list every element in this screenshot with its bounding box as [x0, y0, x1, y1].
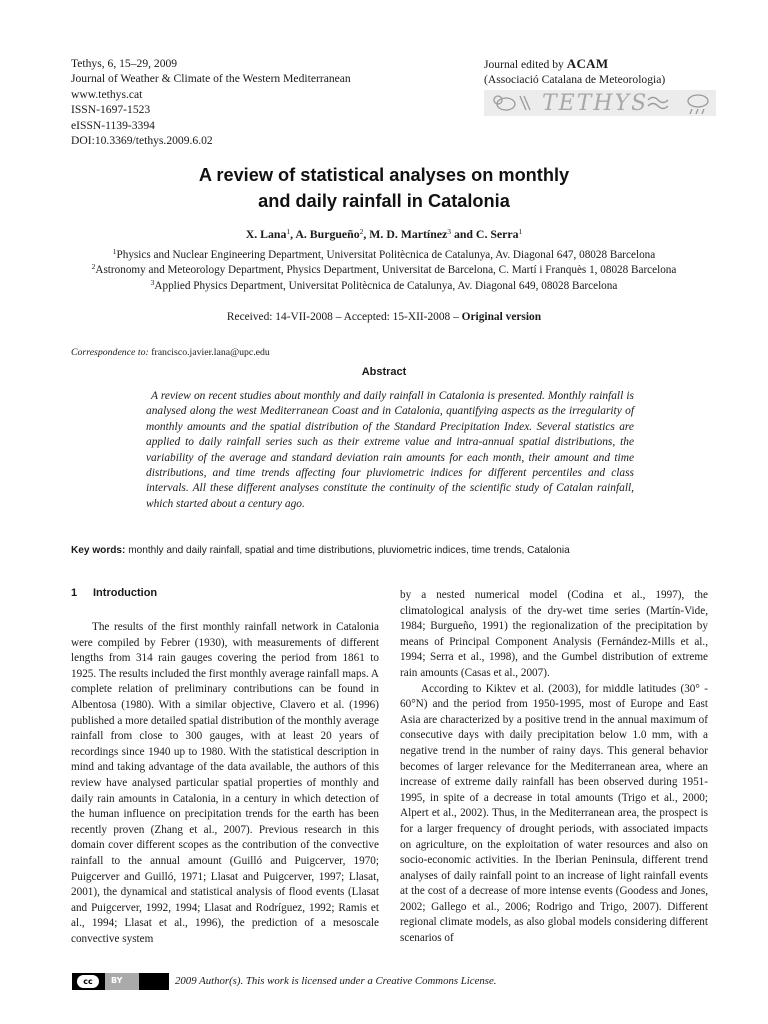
version-label: Original version — [461, 311, 542, 323]
citation-line: Tethys, 6, 15–29, 2009 — [71, 57, 178, 70]
license-footer — [72, 972, 497, 990]
right-column — [400, 588, 708, 947]
received-dates: Received: 14-VII-2008 – Accepted: 15-XII-2008 – Original version — [226, 311, 542, 323]
correspondence-email[interactable]: francisco.javier.lana@upc.edu — [151, 347, 270, 358]
journal-citation — [71, 56, 351, 148]
author-list — [60, 227, 708, 242]
tethys-logo — [484, 90, 716, 116]
issn: ISSN-1697-1523 — [71, 103, 151, 117]
affiliation: $^3$Applied Physics Department, Universitat Politècnica de Catalunya, Av. Diagonal 649, 08028 Barcelona — [150, 277, 618, 292]
section-title: Introduction — [93, 587, 158, 599]
cc-icon: cc — [77, 975, 99, 988]
title-line: A review of statistical analyses on monthly — [198, 165, 570, 185]
section-heading — [71, 587, 157, 599]
acam-name: ACAM — [566, 56, 609, 71]
paper-title — [80, 162, 688, 214]
creative-commons-badge[interactable] — [72, 973, 169, 990]
keywords — [71, 545, 570, 556]
journal-name: Journal of Weather & Climate of the Western Mediterranean — [71, 72, 351, 86]
edited-by-label: Journal edited by — [484, 58, 564, 71]
eissn: eISSN-1139-3394 — [71, 118, 155, 132]
by-icon: BY — [111, 975, 123, 985]
author: M. D. Martínez$^3$ and — [369, 227, 476, 241]
keywords-text: monthly and daily rainfall, spatial and time distributions, pluviometric indices, time trends, Catalonia — [128, 545, 570, 556]
paragraph: by a nested numerical model (Codina et al., 1997), the climatological analysis of the dry-wet time series (Martín-Vide, 1984; Burgueño, 1991) the regionalization of the precipitation by means of Principal Component Analysis (Fernández-Mills et al., 1994; Serra et al., 1998), and the Gumbel distribution of extreme rain amounts (Casas et al., 2007). — [400, 589, 708, 679]
author: X. Lana$^1$, — [245, 227, 296, 241]
abstract-heading: Abstract — [361, 366, 407, 378]
author: C. Serra$^1$ — [475, 227, 523, 241]
keywords-label: Key words: — [71, 545, 126, 556]
correspondence-label: Correspondence to: — [71, 347, 149, 358]
journal-editor — [484, 56, 665, 88]
title-line: and daily rainfall in Catalonia — [258, 191, 510, 211]
acam-fullname: (Associació Catalana de Meteorologia) — [484, 73, 666, 87]
paragraph: According to Kiktev et al. (2003), for middle latitudes (30° - 60°N) and the period from 1950-1995, most of Europe and East Asia are characterized by a positive trend in the annual maximum of consecutive days with daily precipitation below 1.0 mm, with a negative trend in the number of rainy days. This general behavior becomes of larger relevance for the Mediterranean area, where an increase of extreme daily rainfall has been observed during 1951-1995, in spite of a decrease in total amounts (Trigo et al., 2000; Alpert et al., 2002). Thus, in the Mediterranean area, the prospect is for a larger frequency of drought periods, with associated impacts on agriculture, on the exploitation of water resources and also on socio-economic activities. In the Iberian Peninsula, different trend analyses of daily rainfall point to an increase of light rainfall events at the cost of a decrease of more intense events (Goodess and Jones, 2002; Gallego et al., 2006; Rodrigo and Trigo, 2007). Different regional climate models, as also global models considering different scenarios of — [400, 682, 708, 945]
author: A. Burgueño$^2$, — [295, 227, 370, 241]
affiliations — [70, 248, 698, 294]
affiliation: $^1$Physics and Nuclear Engineering Department, Universitat Politècnica de Catalunya, Av. Diagonal 647, 08028 Barcelona — [112, 247, 656, 261]
affiliation: $^2$Astronomy and Meteorology Department, Physics Department, Universitat de Barcelona, C. Martí i Franquès 1, 08028 Barcelona — [91, 262, 677, 277]
correspondence — [71, 347, 270, 358]
doi-link[interactable]: DOI:10.3369/tethys.2009.6.02 — [71, 134, 213, 148]
license-text: 2009 Author(s). This work is licensed under a Creative Commons License. — [175, 975, 497, 987]
abstract-text: A review on recent studies about monthly and daily rainfall in Catalonia is presented. Monthly rainfall is analysed along the west Mediterranean Coast and in Catalonia, quantifying aspects as the irregularity of monthly amounts and the spatial distribution of the Standard Precipitation Index. Several statistics are applied to daily rainfall series such as their extreme value and intra-annual spatial distributions, the variability of the average and standard deviation rain amounts for each month, their amount and time distributions, and time trends affecting four pluviometric indices for different percentiles and class intervals. All these different analyses constitute the continuity of the scientific study of Catalan rainfall, which started about a century ago. — [146, 390, 634, 510]
left-column-text: The results of the first monthly rainfall network in Catalonia were compiled by Febrer (1930), with measurements of different lengths from 314 rain gauges covering the period from 1861 to 1925. The results included the first monthly average rainfall maps. A complete relation of preliminary contributions can be found in Albentosa (1980). With a similar objective, Clavero et al. (1996) published a more detailed spatial distribution of the monthly average rainfall from close to 300 gauges, with at least 20 years of recordings since 1940 up to 1980. With the statistical description in mind and taking advantage of the data available, the authors of this review have analysed particular spatial properties of monthly and daily rain amounts in Catalonia, in a century in which detection of the human influence on precipitation trends for the earth has been recently proven (Zhang et al., 2007). Previous research in this domain cover different scopes as the contribution of the convective rainfall to the annual amount (Guilló and Puigcerver, 1970; Puigcerver and Guilló, 1971; Llasat and Puigcerver, 1997; Llasat, 2001), the dynamical and statistical analysis of flood events (Llasat and Puigcerver, 1992, 1994; Llasat and Rodríguez, 1992; Ramis et al., 1994; Llasat et al., 1996), the prediction of a mesoscale convective system — [71, 621, 379, 945]
section-number: 1 — [71, 587, 78, 599]
tethys-logo-text: TETHYS — [542, 91, 649, 116]
journal-website-link[interactable]: www.tethys.cat — [71, 87, 143, 101]
